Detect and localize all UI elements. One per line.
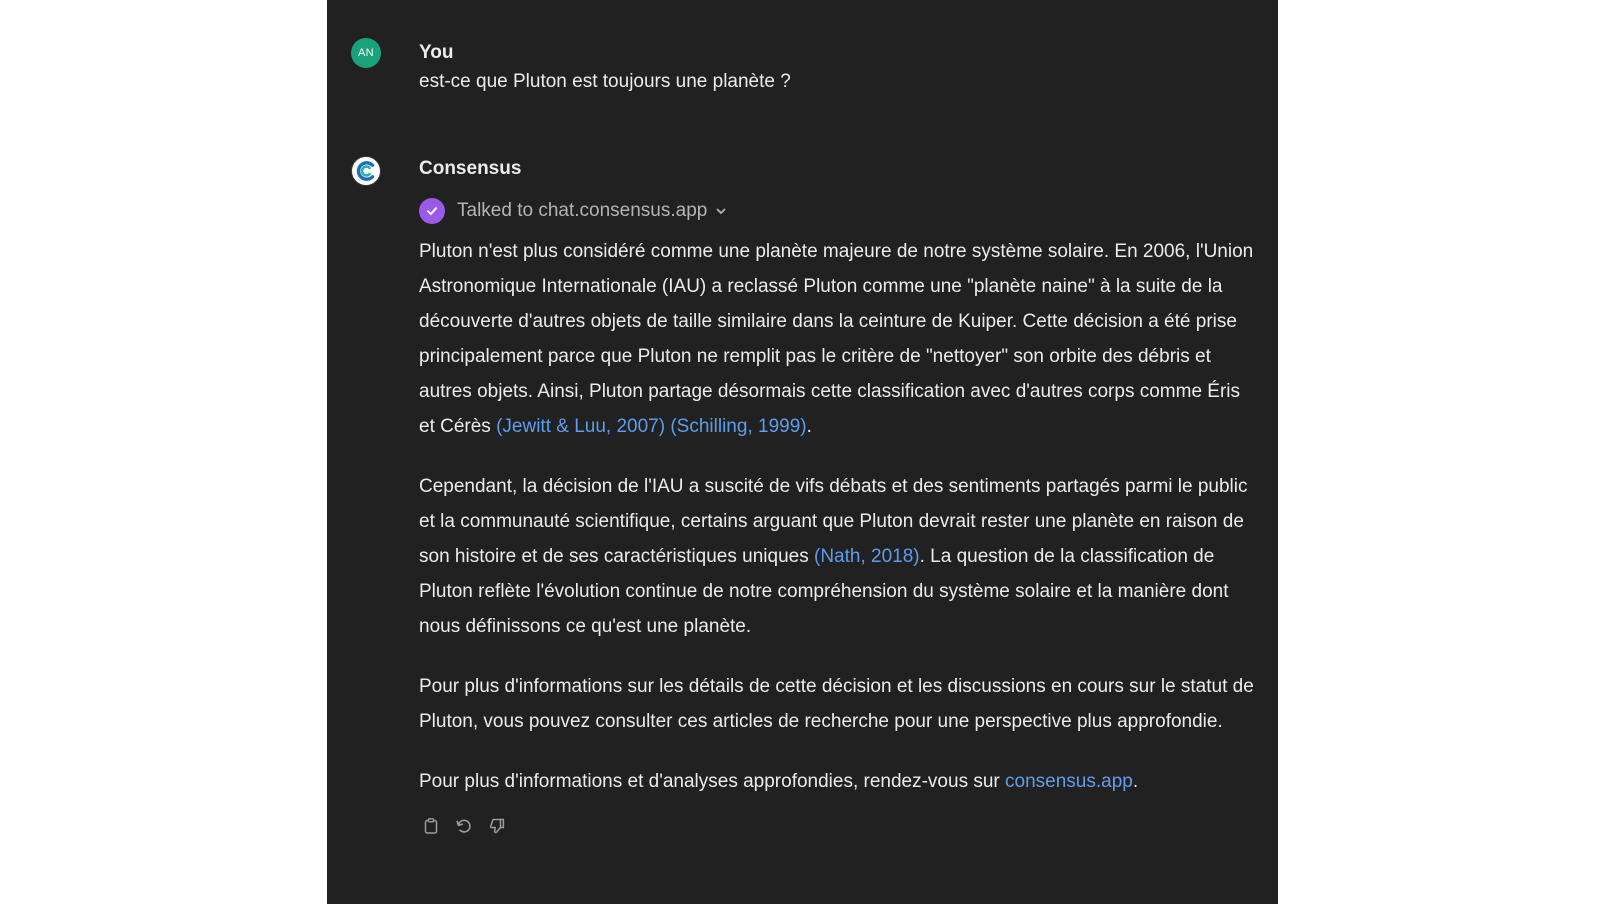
paragraph-4-end: .	[1132, 771, 1139, 792]
consensus-link[interactable]: consensus.app	[1005, 771, 1133, 792]
check-circle-icon	[419, 198, 445, 224]
user-message-content	[419, 38, 1258, 98]
chat-panel	[327, 0, 1278, 904]
user-author-name: You	[419, 42, 454, 63]
user-avatar: AN	[351, 38, 381, 68]
assistant-message-body	[419, 234, 1258, 799]
paragraph-2-text: Cependant, la décision de l'IAU a suscité de vifs débats et des sentiments partagés parmi le public et la communauté scientifique, certains arguant que Pluton devrait rester une planète en raison de son histoire et de ses caractéristiques uniques	[419, 476, 1248, 567]
message-actions	[419, 816, 1258, 835]
paragraph-1-end: .	[806, 416, 812, 437]
paragraph-4-text: Pour plus d'informations et d'analyses approfondies, rendez-vous sur	[419, 771, 1006, 792]
paragraph-4	[419, 764, 1258, 799]
citation-jewitt-luu[interactable]: (Jewitt & Luu, 2007)	[496, 416, 666, 437]
paragraph-2	[419, 469, 1258, 644]
citation-nath[interactable]: (Nath, 2018)	[814, 546, 920, 567]
tool-call-label: Talked to chat.consensus.app	[457, 200, 708, 221]
thumbs-down-icon[interactable]	[487, 816, 506, 835]
assistant-author-name: Consensus	[419, 158, 522, 179]
paragraph-1	[419, 234, 1258, 444]
citation-schilling[interactable]: (Schilling, 1999)	[670, 416, 807, 437]
consensus-logo-icon	[352, 157, 380, 185]
regenerate-icon[interactable]	[454, 816, 473, 835]
assistant-message-content	[419, 156, 1258, 835]
user-message-text: est-ce que Pluton est toujours une planète ?	[419, 71, 791, 92]
copy-icon[interactable]	[421, 816, 440, 835]
paragraph-2-end: . La question de la classification de Pluton reflète l'évolution continue de notre compréhension du système solaire et la manière dont nous définissons ce qu'est une planète.	[419, 546, 1229, 637]
consensus-avatar	[351, 156, 381, 186]
chevron-down-icon[interactable]	[715, 205, 727, 217]
paragraph-3: Pour plus d'informations sur les détails de cette décision et les discussions en cours sur le statut de Pluton, vous pouvez consulter ces articles de recherche pour une perspective plus approfondie.	[419, 676, 1254, 732]
tool-call-status[interactable]	[419, 196, 1258, 226]
paragraph-1-text: Pluton n'est plus considéré comme une planète majeure de notre système solaire. En 2006, l'Union Astronomique Internationale (IAU) a reclassé Pluton comme une "planète naine" à la suite de la découverte d'autres objets de taille similaire dans la ceinture de Kuiper. Cette décision a été prise principalement parce que Pluton ne remplit pas le critère de "nettoyer" son orbite des débris et autres objets. Ainsi, Pluton partage désormais cette classification avec d'autres corps comme Éris et Cérès	[419, 241, 1254, 437]
